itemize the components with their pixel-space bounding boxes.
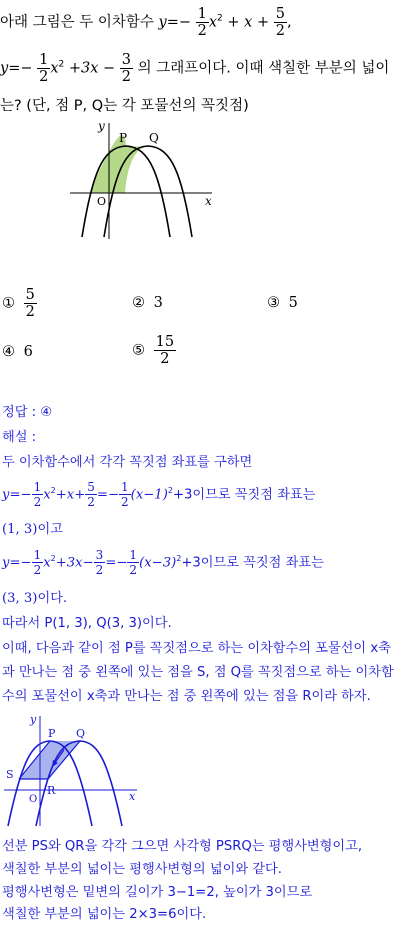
- fraction: $\frac{5}{2}$: [25, 287, 35, 320]
- choice-value: 6: [23, 344, 33, 360]
- math-text: +: [227, 14, 240, 31]
- question-text: 아래 그림은 두 이차함수: [0, 14, 154, 31]
- fraction: $\frac{1}{2}$: [39, 52, 49, 85]
- x-axis-label: x: [129, 790, 136, 803]
- fraction: $\frac{15}{2}$: [155, 334, 175, 367]
- solution-line: 색칠한 부분의 넓이는 2×3=6이다.: [2, 907, 207, 922]
- solution-heading: 해설 :: [2, 430, 37, 445]
- solution-line: 두 이차함수에서 각각 꼭짓점 좌표를 구하면: [2, 455, 253, 470]
- choice-2[interactable]: [132, 295, 163, 311]
- solution-equation-a: y=− $\frac{1}{2}$ $x^2+x+$ $\frac{5}{2}$ =− $\frac{1}{2}$ $(x-1)^2+3$이므로 꼭짓점 좌표는: [2, 480, 316, 509]
- choice-4[interactable]: [2, 344, 33, 360]
- y-axis-label: y: [30, 713, 37, 726]
- solution-line: 이때, 다음과 같이 점 P를 꼭짓점으로 하는 이차함수의 포물선이 x축: [2, 641, 391, 656]
- math-text: x: [208, 14, 218, 31]
- question-text: 의 그래프이다. 이때 색칠한 부분의 넓이: [137, 60, 390, 77]
- math-text: 2: [58, 59, 65, 70]
- math-text: 2: [217, 13, 223, 24]
- question-line-3: 는? (단, 점 P, Q는 각 포물선의 꼭짓점): [0, 98, 249, 114]
- point-p-label: P: [119, 131, 128, 145]
- choice-number: ⑤: [132, 342, 145, 359]
- choice-number: ②: [132, 295, 145, 311]
- solution-line: 평행사변형은 밑변의 길이가 3−1=2, 높이가 3이므로: [2, 885, 313, 900]
- question-line-2: [0, 52, 400, 85]
- question-line-1: [0, 6, 400, 39]
- answer-text: 정답 : ④: [2, 405, 53, 420]
- x-axis-label: x: [205, 194, 212, 208]
- math-text: y=−: [0, 60, 33, 77]
- origin-label: O: [29, 794, 38, 805]
- choice-number: ①: [2, 295, 15, 312]
- point-q-label: Q: [76, 727, 86, 740]
- solution-line: (3, 3)이다.: [2, 591, 68, 606]
- solution-line: 색칠한 부분의 넓이는 평행사변형의 넓이와 같다.: [2, 862, 282, 877]
- choice-number: ④: [2, 344, 15, 360]
- fraction: $\frac{1}{2}$: [197, 6, 207, 39]
- point-r-label: R: [47, 784, 56, 797]
- point-p-label: P: [48, 727, 56, 740]
- choice-3[interactable]: [267, 295, 298, 311]
- math-text: ,: [286, 14, 292, 31]
- fraction: $\frac{5}{2}$: [275, 6, 285, 39]
- solution-equation-b: y=− $\frac{1}{2}$ $x^2+3x-$ $\frac{3}{2}$ =− $\frac{1}{2}$ $(x-3)^2+3$이므로 꼭짓점 좌표는: [2, 548, 324, 577]
- point-q-label: Q: [149, 131, 159, 145]
- fraction: $\frac{3}{2}$: [121, 52, 132, 85]
- solution-line: 따라서 P(1, 3), Q(3, 3)이다.: [2, 616, 172, 631]
- math-text: +3x −: [68, 60, 116, 77]
- math-text: y=−: [158, 14, 192, 31]
- parabola-figure: [62, 115, 222, 241]
- solution-line: 과 만나는 점 중 왼쪽에 있는 점을 S, 점 Q를 꼭짓점으로 하는 이차함: [2, 665, 394, 680]
- point-s-label: S: [6, 768, 14, 781]
- choice-value: 5: [288, 295, 298, 311]
- choice-5[interactable]: [132, 334, 176, 367]
- choice-1[interactable]: [2, 287, 37, 320]
- math-text: x +: [244, 14, 274, 31]
- solution-line: 수의 포물선이 x축과 만나는 점 중 왼쪽에 있는 점을 R이라 하자.: [2, 689, 371, 704]
- math-text: x: [50, 60, 59, 77]
- solution-figure: [2, 710, 152, 828]
- choice-number: ③: [267, 295, 280, 311]
- solution-line: 선분 PS와 QR을 각각 그으면 사각형 PSRQ는 평행사변형이고,: [2, 839, 363, 854]
- y-axis-label: y: [98, 119, 105, 133]
- solution-line: (1, 3)이고: [2, 522, 63, 537]
- choice-value: 3: [153, 295, 163, 311]
- origin-label: O: [97, 195, 107, 208]
